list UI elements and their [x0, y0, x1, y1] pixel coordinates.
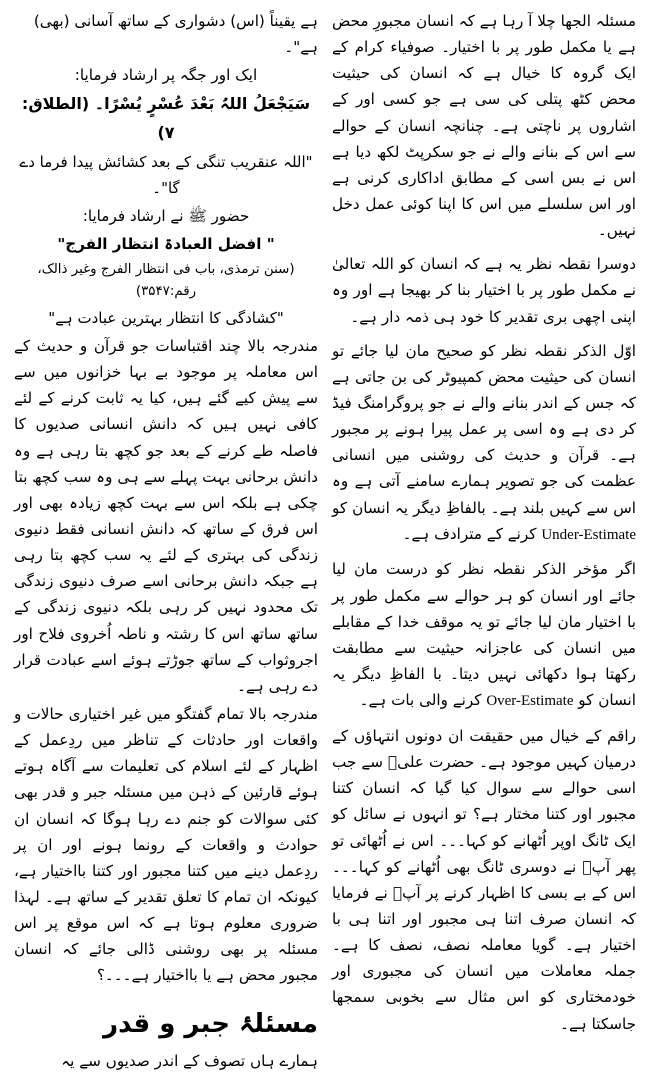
paragraph: مندرجہ بالا تمام گفتگو میں غیر اختیاری حالات و واقعات اور حادثات کے تناظر میں ردِعمل کے اظہار کے لئے اسلام کی تعلیمات سے آگاہ ہوتے ہوئے قارئین کے ذہن میں مسئلہ جبر و قدر بھی کئی سوالات کو جنم دے رہا ہوگا کہ انسان ان حوادث و واقعات کے رونما ہونے اور ان پر ردِعمل دینے میں کتنا مجبور اور کتنا بااختیار ہے، کیونکہ ان تمام کا تعلق تقدیر کے ساتھ ہے۔ لہذا ضروری معلوم ہوتا ہے کہ اس موقع پر اس مسئلہ پر بھی روشنی ڈالی جائے کہ انسان مجبور محض ہے یا بااختیار ہے۔۔۔؟ [14, 704, 318, 985]
paragraph: ہے یقیناً (اس) دشواری کے ساتھ آسانی (بھی) ہے"۔ [33, 12, 318, 57]
right-column [10, 8, 318, 1070]
paragraph: ایک اور جگہ پر ارشاد فرمایا: [74, 66, 258, 85]
hadith-reference: (سنن ترمذی، باب فی انتظار الفرج وغیر ذالک، رقم:۳۵۴۷) [37, 262, 295, 300]
hadith-text: " افضل العبادۃ انتظار الفرج" [57, 235, 275, 254]
verse-translation: "اللہ عنقریب تنگی کے بعد کشائش پیدا فرما دے گا"۔ [19, 153, 313, 197]
paragraph: مسئلہ الجھا چلا آ رہا ہے کہ انسان مجبورِ محض ہے یا مکمل طور پر با اختیار۔ صوفیاء کرام کے ایک گروہ کا خیال ہے کہ انسان کی حیثیت محض کٹھ پتلی کی سی ہے جو کسی اور کے اشاروں پر ناچتی ہے۔ چنانچہ انسان کے حوالے سے اس کے بنانے والے نے جو سکرپٹ لکھ دیا ہے اس نے بس اسی کے مطابق اداکاری کرنی ہے اور اس سلسلے میں اس کا اپنا کوئی عمل دخل نہیں۔ [332, 12, 636, 240]
paragraph: راقم کے خیال میں حقیقت ان دونوں انتہاؤں کے درمیان کہیں موجود ہے۔ حضرت علیؓ سے جب اسی حوالے سے سوال کیا گیا کہ انسان کتنا مجبور اور کتنا مختار ہے؟ تو انہوں نے سائل کو ایک ٹانگ اوپر اُٹھانے کو کہا۔۔۔ اس نے اُٹھائی تو پھر آپؓ نے دوسری ٹانگ بھی اُٹھانے کو کہا۔۔۔ اس کے بے بسی کا اظہار کرنے پر آپؓ نے فرمایا کہ انسان صرف اتنا ہی مجبور اور اتنا ہی با اختیار ہے۔ گویا معاملہ نصف، نصف کا ہے۔ جملہ معاملات میں انسان کی مجبوری اور خودمختاری کو اس مثال سے بخوبی سمجھا جاسکتا ہے۔ [332, 726, 636, 1033]
paragraph: ہمارے ہاں تصوف کے اندر صدیوں سے یہ [61, 1051, 318, 1070]
section-heading: مسئلۂ جبر و قدر [103, 1008, 318, 1039]
latin-term: Under-Estimate [541, 526, 636, 543]
latin-term: Over-Estimate [486, 693, 574, 710]
paragraph: اگر مؤخر الذکر نقطہ نظر کو درست مان لیا جائے اور انسان کو ہر حوالے سے مکمل طور پر با اختیار مان لیا جائے تو یہ موقف خدا کے مقابلے میں انسان کی عاجزانہ حیثیت سے مطابقت رکھتا ہوا دکھائی نہیں دیتا۔ با الفاظِ دیگر یہ انسان کو Over-Estimate کرنے والی بات ہے۔ [332, 556, 636, 715]
paragraph: اوّل الذکر نقطہ نظر کو صحیح مان لیا جائے تو انسان کی حیثیت محض کمپیوٹر کی بن جاتی ہے کہ جس کے اندر بنانے والے نے جو پروگرامنگ فیڈ کر دی ہے وہ اسی پر عمل پیرا ہونے پر مجبور ہے۔ قرآن و حدیث کی روشنی میں انسانی عظمت کی جو تصویر ہمارے سامنے آتی ہے وہ اس سے کہیں بلند ہے۔ بالفاظِ دیگر یہ انسان کو Under-Estimate کرنے کے مترادف ہے۔ [332, 338, 636, 549]
hadith-translation: "کشادگی کا انتظار بہترین عبادت ہے" [48, 308, 284, 327]
quran-verse: سَیَجْعَلُ اللہُ بَعْدَ عُسْرٍ یُسْرًا۔ (الطلاق: ۷) [21, 94, 311, 143]
paragraph: دوسرا نقطہ نظر یہ ہے کہ انسان کو اللہ تعالیٰ نے مکمل طور پر با اختیار بنا کر بھیجا ہے اور وہ اپنی اچھی بری تقدیر کا خود ہی ذمہ دار ہے۔ [332, 255, 636, 326]
two-column-layout [10, 8, 640, 1070]
paragraph: مندرجہ بالا چند اقتباسات جو قرآن و حدیث کے اس معاملہ پر موجود بے بہا خزانوں میں سے سے پیش کیے گئے ہیں، کیا یہ ثابت کرنے کے لئے کافی نہیں ہیں کہ دانش انسانی صدیوں کا فاصلہ طے کرنے کے بعد جو کچھ بتا رہی ہے وہ دانش برحانی بہت پہلے سے ہی وہ سب کچھ بتا چکی ہے بلکہ اس سے بہت کچھ زیادہ بھی اور اس فرق کے ساتھ کہ دانش انسانی فقط دنیوی زندگی کی بہتری کے لئے یہ سب کچھ بتا رہی ہے جبکہ دانش برحانی اسے صرف دنیوی زندگی تک محدود نہیں کر رہی بلکہ دنیوی زندگی کے ساتھ ساتھ اس کا رشتہ و ناطہ اُخروی فلاح اور اجروثواب کے ساتھ جوڑتے ہوئے اسے عبادت قرار دے رہی ہے۔ [14, 337, 318, 695]
paragraph: حضور ﷺ نے ارشاد فرمایا: [82, 207, 250, 226]
left-column [332, 8, 640, 1057]
